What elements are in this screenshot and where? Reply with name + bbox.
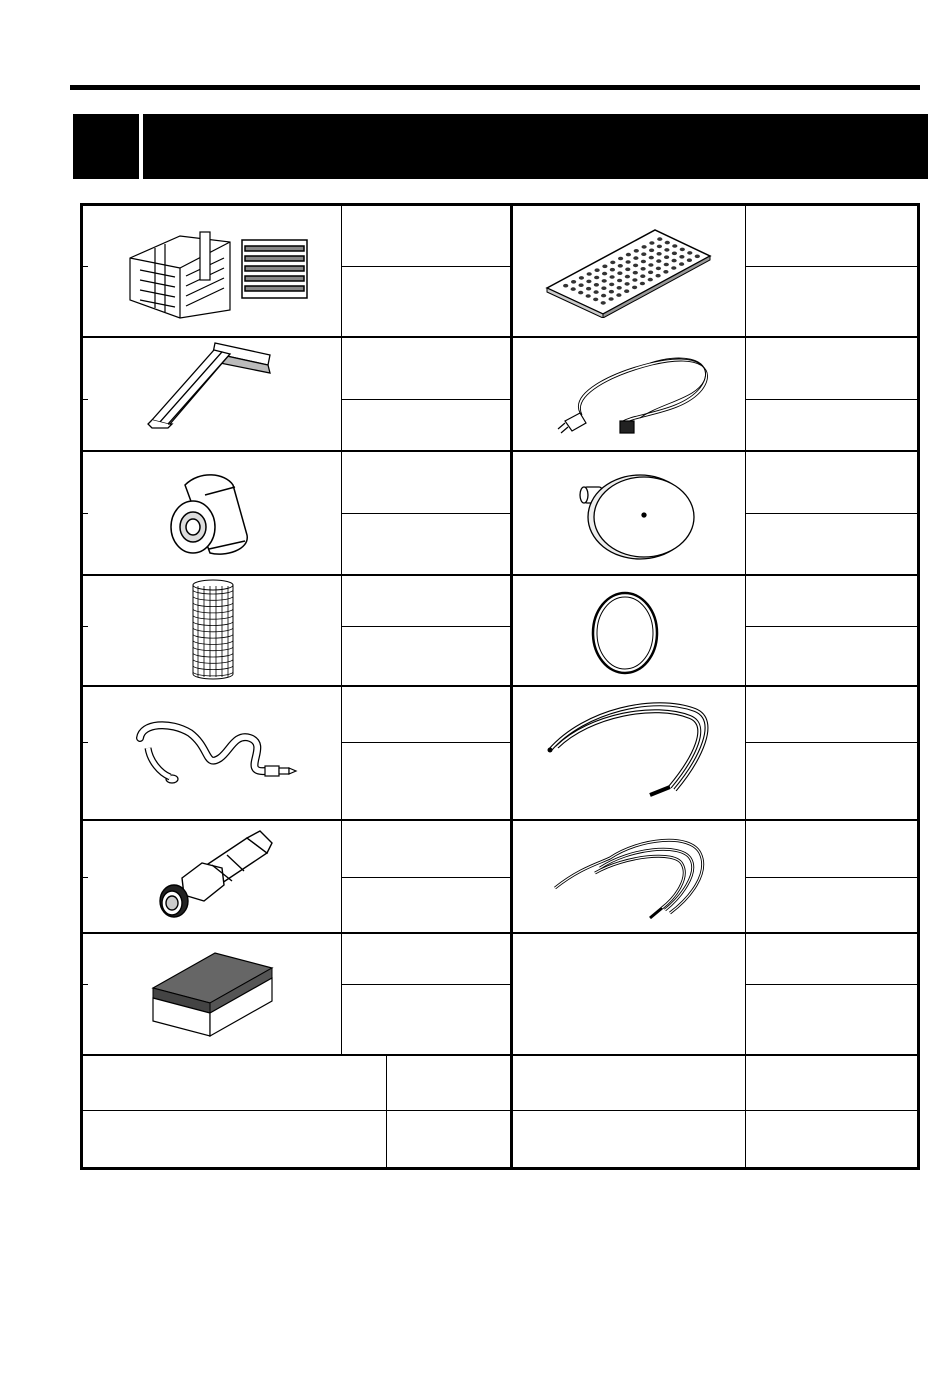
item-name (746, 338, 917, 399)
tray-hole (679, 255, 684, 259)
item-quantity (746, 400, 917, 450)
footer-right-value (746, 1056, 917, 1110)
tray-hole (672, 252, 677, 256)
header-separator (139, 114, 143, 179)
tray-hole (625, 275, 630, 279)
mesh-ring (193, 628, 233, 632)
tray-hole (602, 272, 607, 276)
tray-hole (594, 283, 599, 287)
tray-hole (609, 297, 614, 301)
item-quantity (342, 985, 510, 1054)
footer-left-label (83, 1111, 386, 1167)
footer-right-label (513, 1056, 745, 1110)
tick (80, 399, 88, 400)
tray-hole (586, 287, 591, 291)
tray-hole (609, 283, 614, 287)
tray-hole (571, 287, 576, 291)
gasket-ring-icon (585, 588, 665, 678)
tray-hole (648, 278, 653, 282)
tray-hole (640, 282, 645, 286)
mesh-cylinder-icon (188, 578, 238, 683)
footer-right-value (746, 1111, 917, 1167)
tray-hole (642, 245, 647, 249)
item-quantity (342, 627, 510, 685)
tray-hole (641, 260, 646, 264)
tray-hole (656, 259, 661, 263)
tray-hole (671, 266, 676, 270)
cone-filter-icon (165, 465, 255, 560)
tray-hole (672, 244, 677, 248)
item-name (746, 821, 917, 877)
tray-hole (695, 255, 700, 259)
sponge-block-icon (150, 948, 280, 1038)
item-quantity (342, 267, 510, 336)
mesh-ring (193, 666, 233, 670)
tray-hole (571, 280, 576, 284)
footer-right-label (513, 1111, 745, 1167)
tray-hole (687, 251, 692, 255)
accessories-table (80, 203, 920, 1170)
footer-left-value (387, 1111, 510, 1167)
tray-hole (610, 268, 615, 272)
tray-hole (649, 241, 654, 245)
tray-hole (633, 271, 638, 275)
tray-hole (626, 253, 631, 257)
item-quantity (342, 878, 510, 932)
item-name (342, 821, 510, 877)
tick (80, 984, 88, 985)
tray-hole (632, 286, 637, 290)
item-quantity (746, 514, 917, 574)
tray-hole (602, 279, 607, 283)
item-image-empty (513, 934, 745, 1054)
tray-hole (595, 268, 600, 272)
tray-hole (657, 252, 662, 256)
table-border-bottom (80, 1167, 920, 1170)
item-name (342, 206, 510, 266)
tick (80, 626, 88, 627)
footer-left-label (83, 1056, 386, 1110)
footer-left-value (387, 1056, 510, 1110)
item-quantity (746, 267, 917, 336)
mesh-ring (193, 659, 233, 663)
tray-hole (618, 257, 623, 261)
item-quantity (746, 627, 917, 685)
item-name (342, 576, 510, 626)
small-tube-coil-icon (550, 828, 720, 923)
item-name (342, 452, 510, 513)
tray-hole (656, 274, 661, 278)
tray-hole (586, 294, 591, 298)
tray-hole (617, 271, 622, 275)
tray-hole (601, 294, 606, 298)
tray-hole (579, 276, 584, 280)
mesh-ring (193, 596, 233, 600)
item-quantity (342, 514, 510, 574)
tray-hole (587, 272, 592, 276)
mesh-ring (193, 590, 233, 594)
tray-hole (602, 265, 607, 269)
tray-hole (663, 270, 668, 274)
tray-hole (641, 252, 646, 256)
tray-hole (664, 255, 669, 259)
tray-hole (632, 278, 637, 282)
tray-hole (593, 298, 598, 302)
power-cord-icon (550, 343, 720, 438)
tray-hole (664, 248, 669, 252)
tray-hole (665, 241, 670, 245)
item-name (746, 452, 917, 513)
item-name (746, 206, 917, 266)
tray-hole (625, 282, 630, 286)
tray-hole (657, 237, 662, 241)
tick (80, 877, 88, 878)
tray-hole (609, 290, 614, 294)
tray-hole (634, 249, 639, 253)
tray-hole (649, 249, 654, 253)
tray-hole (616, 293, 621, 297)
section-number (73, 114, 139, 179)
section-title (153, 114, 918, 179)
item-quantity (342, 743, 510, 819)
perforated-tray-icon (545, 228, 715, 318)
tube-coil-icon (545, 695, 720, 800)
tray-hole (679, 262, 684, 266)
tray-hole (633, 264, 638, 268)
tray-hole (664, 263, 669, 267)
tray-hole (601, 286, 606, 290)
mesh-ring (193, 615, 233, 619)
mesh-ring (193, 647, 233, 651)
tray-hole (641, 267, 646, 271)
top-rule (70, 85, 920, 90)
tray-hole (648, 263, 653, 267)
tick (80, 266, 88, 267)
item-quantity (746, 878, 917, 932)
tray-hole (672, 259, 677, 263)
tray-hole (610, 261, 615, 265)
tray-hole (687, 258, 692, 262)
tray-hole (633, 256, 638, 260)
disc-filter-icon (570, 465, 710, 560)
tray-hole (624, 289, 629, 293)
tray-hole (617, 279, 622, 283)
item-name (342, 934, 510, 984)
drain-hose-icon (130, 713, 305, 788)
mesh-ring (193, 653, 233, 657)
tray-hole (640, 274, 645, 278)
tray-hole (618, 264, 623, 268)
tray-hole (586, 280, 591, 284)
basket-rack-icon (120, 218, 320, 323)
tray-hole (649, 256, 654, 260)
tick (80, 513, 88, 514)
mesh-ring (193, 622, 233, 626)
item-name (342, 687, 510, 742)
tray-hole (610, 275, 615, 279)
mesh-ring (193, 603, 233, 607)
tray-hole (601, 301, 606, 305)
item-name (746, 687, 917, 742)
tray-hole (563, 284, 568, 288)
tray-hole (594, 276, 599, 280)
section-header (73, 114, 928, 179)
tray-hole (656, 267, 661, 271)
item-name (342, 338, 510, 399)
hose-connector-icon (152, 823, 277, 923)
mesh-ring (193, 609, 233, 613)
tray-hole (657, 245, 662, 249)
tray-holder-icon (140, 340, 280, 435)
item-quantity (746, 985, 917, 1054)
mesh-ring (193, 640, 233, 644)
tray-hole (648, 271, 653, 275)
mesh-ring (193, 672, 233, 676)
tray-hole (578, 291, 583, 295)
item-quantity (746, 743, 917, 819)
tray-hole (626, 260, 631, 264)
tick (80, 742, 88, 743)
item-name (746, 934, 917, 984)
item-name (746, 576, 917, 626)
tray-hole (594, 290, 599, 294)
tray-hole (617, 286, 622, 290)
mesh-ring (193, 634, 233, 638)
tray-hole (680, 248, 685, 252)
tray-hole (579, 283, 584, 287)
tray-hole (625, 268, 630, 272)
item-quantity (342, 400, 510, 450)
